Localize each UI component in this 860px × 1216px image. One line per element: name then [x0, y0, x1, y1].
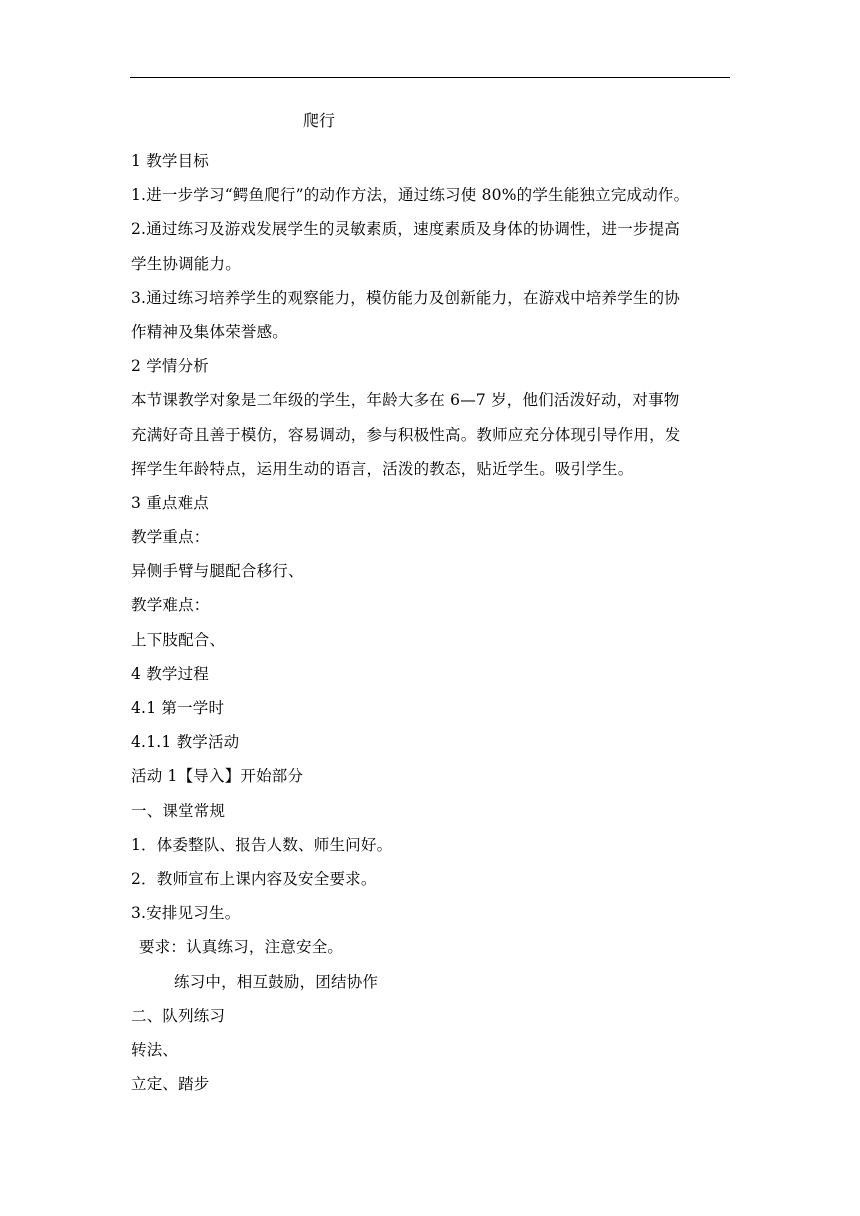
requirement-line-1: 要求：认真练习，注意安全。 — [139, 938, 344, 957]
objective-1: 1.进一步学习“鳄鱼爬行”的动作方法，通过练习使 80%的学生能独立完成动作。 — [131, 186, 690, 205]
subsection-activities: 4.1.1 教学活动 — [131, 733, 240, 752]
section-heading-process: 4 教学过程 — [131, 664, 209, 683]
objective-3-line-1: 3.通过练习培养学生的观察能力，模仿能力及创新能力，在游戏中培养学生的协 — [131, 288, 680, 307]
subsection-lesson-1: 4.1 第一学时 — [131, 699, 225, 717]
key-point-label: 教学重点： — [131, 528, 210, 547]
document-title: 爬行 — [303, 111, 336, 130]
section-heading-key-points: 3 重点难点 — [131, 493, 209, 512]
drill-heading: 二、队列练习 — [131, 1006, 226, 1025]
objective-2-line-2: 学生协调能力。 — [131, 254, 241, 273]
drill-item-1: 转法、 — [131, 1040, 179, 1059]
routine-item-3: 3.安排见习生。 — [131, 904, 241, 923]
section-heading-objectives: 1 教学目标 — [131, 152, 209, 170]
header-rule — [130, 77, 730, 78]
activity-1-heading: 活动 1【导入】开始部分 — [131, 767, 304, 786]
routine-heading: 一、课堂常规 — [131, 801, 226, 820]
difficulty-label: 教学难点： — [131, 596, 210, 615]
analysis-line-2: 充满好奇且善于模仿，容易调动，参与积极性高。教师应充分体现引导作用，发 — [131, 425, 681, 444]
analysis-line-3: 挥学生年龄特点，运用生动的语言，活泼的教态，贴近学生。吸引学生。 — [131, 459, 634, 478]
difficulty-text: 上下肢配合、 — [131, 630, 226, 649]
analysis-line-1: 本节课教学对象是二年级的学生，年龄大多在 6—7 岁，他们活泼好动，对事物 — [131, 391, 680, 410]
document-body — [131, 144, 731, 1101]
key-point-text: 异侧手臂与腿配合移行、 — [131, 562, 304, 581]
objective-2-line-1: 2.通过练习及游戏发展学生的灵敏素质，速度素质及身体的协调性，进一步提高 — [131, 220, 680, 239]
routine-item-2: 2．教师宣布上课内容及安全要求。 — [131, 869, 377, 888]
requirement-line-2: 练习中，相互鼓励，团结协作 — [174, 972, 379, 991]
routine-item-1: 1．体委整队、报告人数、师生问好。 — [131, 835, 393, 854]
section-heading-analysis: 2 学情分析 — [131, 357, 209, 376]
objective-3-line-2: 作精神及集体荣誉感。 — [131, 322, 289, 341]
drill-item-2: 立定、踏步 — [131, 1075, 210, 1094]
